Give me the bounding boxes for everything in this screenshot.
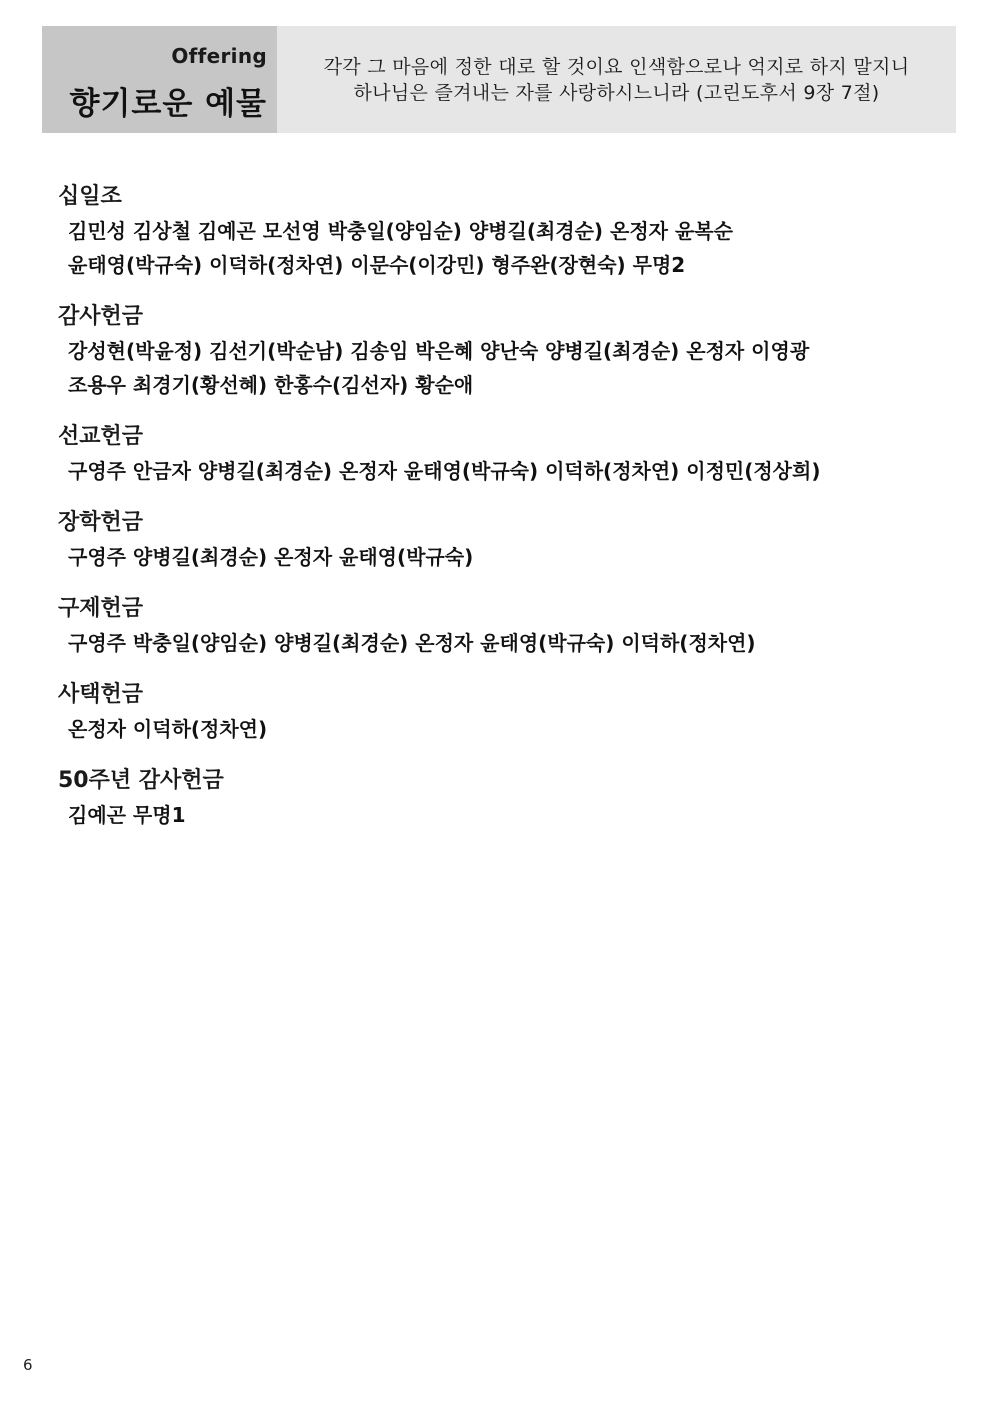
names-line: 김민성 김상철 김예곤 모선영 박충일(양임순) 양병길(최경순) 온정자 윤복순: [68, 219, 733, 243]
section-names: [58, 712, 938, 746]
section-names: [58, 798, 938, 832]
section-title: 사택헌금: [58, 682, 144, 707]
section-thanksgiving: [58, 300, 938, 402]
header-title-box: [42, 26, 277, 133]
section-title: 장학헌금: [58, 510, 144, 535]
header-verse-box: [277, 26, 956, 133]
section-title: 십일조: [58, 184, 122, 209]
names-line: 구영주 안금자 양병길(최경순) 온정자 윤태영(박규숙) 이덕하(정차연) 이정민(정상희): [68, 459, 821, 483]
page-number: 6: [23, 1356, 33, 1374]
names-line: 온정자 이덕하(정차연): [68, 717, 268, 741]
names-line: 김예곤 무명1: [68, 803, 186, 827]
section-names: [58, 540, 938, 574]
section-names: [58, 626, 938, 660]
offering-header: [42, 26, 956, 133]
offering-list: [58, 180, 938, 850]
verse-line-1: 각각 그 마음에 정한 대로 할 것이요 인색함으로나 억지로 하지 말지니: [323, 55, 910, 78]
header-subtitle: Offering: [171, 44, 267, 68]
verse-line-2: 하나님은 즐겨내는 자를 사랑하시느니라 (고린도후서 9장 7절): [353, 81, 880, 104]
section-title: 50주년 감사헌금: [58, 768, 224, 793]
section-relief: [58, 592, 938, 660]
section-title: 구제헌금: [58, 596, 144, 621]
section-names: [58, 454, 938, 488]
section-title: 선교헌금: [58, 424, 144, 449]
names-line: 조용우 최경기(황선혜) 한홍수(김선자) 황순애: [68, 373, 474, 397]
section-title: 감사헌금: [58, 304, 144, 329]
section-50th-anniversary: [58, 764, 938, 832]
section-scholarship: [58, 506, 938, 574]
section-mission: [58, 420, 938, 488]
section-names: [58, 214, 938, 282]
section-tithe: [58, 180, 938, 282]
section-names: [58, 334, 938, 402]
header-title: 향기로운 예물: [69, 86, 267, 122]
names-line: 구영주 양병길(최경순) 온정자 윤태영(박규숙): [68, 545, 474, 569]
section-parsonage: [58, 678, 938, 746]
names-line: 윤태영(박규숙) 이덕하(정차연) 이문수(이강민) 형주완(장현숙) 무명2: [68, 253, 686, 277]
names-line: 구영주 박충일(양임순) 양병길(최경순) 온정자 윤태영(박규숙) 이덕하(정차연): [68, 631, 756, 655]
names-line: 강성현(박윤정) 김선기(박순남) 김송임 박은혜 양난숙 양병길(최경순) 온정자 이영광: [68, 339, 810, 363]
